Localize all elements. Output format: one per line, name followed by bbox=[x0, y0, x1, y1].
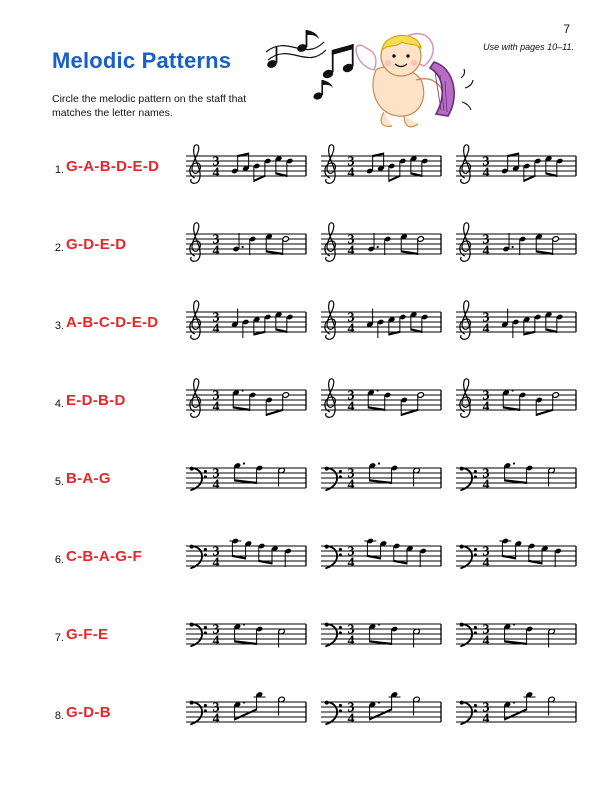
svg-text:4: 4 bbox=[482, 555, 490, 571]
svg-text:3: 3 bbox=[482, 700, 490, 716]
staff-option[interactable] bbox=[454, 458, 578, 514]
staff-option[interactable] bbox=[454, 302, 578, 358]
svg-text:4: 4 bbox=[347, 165, 355, 181]
exercise-row bbox=[44, 610, 564, 672]
letter-names: G-D-B bbox=[66, 704, 111, 721]
svg-text:3: 3 bbox=[347, 232, 355, 248]
exercise-number: 8. bbox=[54, 710, 64, 722]
svg-text:3: 3 bbox=[347, 154, 355, 170]
exercise-number: 5. bbox=[54, 476, 64, 488]
letter-names: C-B-A-G-F bbox=[66, 548, 143, 565]
staff-option[interactable] bbox=[184, 380, 308, 436]
svg-text:3: 3 bbox=[482, 232, 490, 248]
exercise-number: 2. bbox=[54, 242, 64, 254]
svg-text:3: 3 bbox=[212, 154, 220, 170]
staff-option[interactable] bbox=[319, 146, 443, 202]
svg-text:4: 4 bbox=[212, 555, 220, 571]
cherub-with-harp-icon bbox=[258, 18, 478, 133]
page-title: Melodic Patterns bbox=[52, 48, 232, 73]
staff-option[interactable] bbox=[184, 224, 308, 280]
staff-option[interactable] bbox=[184, 302, 308, 358]
staff-options bbox=[184, 220, 584, 282]
svg-text:3: 3 bbox=[212, 622, 220, 638]
svg-text:3: 3 bbox=[212, 388, 220, 404]
staff-option[interactable] bbox=[184, 146, 308, 202]
letter-names: A-B-C-D-E-D bbox=[66, 314, 159, 331]
svg-text:4: 4 bbox=[482, 477, 490, 493]
staff-option[interactable] bbox=[319, 692, 443, 748]
use-with-note: Use with pages 10–11. bbox=[483, 42, 574, 52]
svg-text:3: 3 bbox=[482, 622, 490, 638]
staff-options bbox=[184, 142, 584, 204]
svg-text:4: 4 bbox=[347, 399, 355, 415]
letter-names: E-D-B-D bbox=[66, 392, 126, 409]
svg-text:3: 3 bbox=[347, 700, 355, 716]
svg-text:4: 4 bbox=[212, 477, 220, 493]
instructions-text: Circle the melodic pattern on the staff that matches the letter names. bbox=[52, 93, 247, 119]
exercise-row bbox=[44, 454, 564, 516]
staff-option[interactable] bbox=[454, 692, 578, 748]
staff-option[interactable] bbox=[319, 302, 443, 358]
staff-option[interactable] bbox=[454, 224, 578, 280]
svg-text:3: 3 bbox=[347, 622, 355, 638]
svg-text:4: 4 bbox=[212, 243, 220, 259]
svg-text:4: 4 bbox=[212, 711, 220, 727]
svg-text:4: 4 bbox=[482, 165, 490, 181]
staff-option[interactable] bbox=[454, 146, 578, 202]
exercise-number: 7. bbox=[54, 632, 64, 644]
svg-text:3: 3 bbox=[212, 466, 220, 482]
staff-option[interactable] bbox=[319, 224, 443, 280]
svg-text:3: 3 bbox=[482, 154, 490, 170]
svg-text:4: 4 bbox=[212, 321, 220, 337]
staff-option[interactable] bbox=[319, 536, 443, 592]
staff-options bbox=[184, 610, 584, 672]
svg-text:4: 4 bbox=[212, 399, 220, 415]
svg-text:4: 4 bbox=[347, 321, 355, 337]
svg-text:4: 4 bbox=[482, 243, 490, 259]
svg-text:3: 3 bbox=[482, 388, 490, 404]
svg-text:4: 4 bbox=[212, 633, 220, 649]
letter-names: G-A-B-D-E-D bbox=[66, 158, 160, 175]
svg-text:3: 3 bbox=[212, 700, 220, 716]
exercise-number: 1. bbox=[54, 164, 64, 176]
svg-text:4: 4 bbox=[347, 243, 355, 259]
svg-text:4: 4 bbox=[347, 555, 355, 571]
svg-text:3: 3 bbox=[482, 466, 490, 482]
staff-options bbox=[184, 532, 584, 594]
svg-text:3: 3 bbox=[347, 544, 355, 560]
svg-text:3: 3 bbox=[212, 232, 220, 248]
exercise-row bbox=[44, 220, 564, 282]
svg-text:3: 3 bbox=[212, 544, 220, 560]
staff-options bbox=[184, 454, 584, 516]
svg-text:3: 3 bbox=[347, 466, 355, 482]
svg-text:3: 3 bbox=[347, 310, 355, 326]
svg-text:4: 4 bbox=[482, 321, 490, 337]
svg-text:3: 3 bbox=[347, 388, 355, 404]
exercise-number: 3. bbox=[54, 320, 64, 332]
svg-text:3: 3 bbox=[482, 544, 490, 560]
staff-option[interactable] bbox=[319, 380, 443, 436]
staff-option[interactable] bbox=[319, 458, 443, 514]
svg-text:3: 3 bbox=[482, 310, 490, 326]
letter-names: G-D-E-D bbox=[66, 236, 127, 253]
exercise-number: 6. bbox=[54, 554, 64, 566]
staff-option[interactable] bbox=[184, 614, 308, 670]
exercise-row bbox=[44, 688, 564, 750]
staff-option[interactable] bbox=[454, 536, 578, 592]
svg-text:4: 4 bbox=[347, 711, 355, 727]
staff-options bbox=[184, 688, 584, 750]
letter-names: G-F-E bbox=[66, 626, 109, 643]
staff-options bbox=[184, 376, 584, 438]
staff-option[interactable] bbox=[454, 614, 578, 670]
staff-option[interactable] bbox=[184, 692, 308, 748]
svg-text:3: 3 bbox=[212, 310, 220, 326]
svg-text:4: 4 bbox=[347, 633, 355, 649]
exercise-row bbox=[44, 376, 564, 438]
exercise-number: 4. bbox=[54, 398, 64, 410]
staff-option[interactable] bbox=[454, 380, 578, 436]
exercise-row bbox=[44, 142, 564, 204]
svg-text:4: 4 bbox=[482, 399, 490, 415]
staff-option[interactable] bbox=[319, 614, 443, 670]
svg-text:4: 4 bbox=[482, 633, 490, 649]
staff-option[interactable] bbox=[184, 458, 308, 514]
svg-text:4: 4 bbox=[482, 711, 490, 727]
exercise-row bbox=[44, 532, 564, 594]
page-number: 7 bbox=[563, 22, 570, 36]
svg-text:4: 4 bbox=[212, 165, 220, 181]
letter-names: B-A-G bbox=[66, 470, 111, 487]
svg-text:4: 4 bbox=[347, 477, 355, 493]
staff-options bbox=[184, 298, 584, 360]
staff-option[interactable] bbox=[184, 536, 308, 592]
exercise-row bbox=[44, 298, 564, 360]
